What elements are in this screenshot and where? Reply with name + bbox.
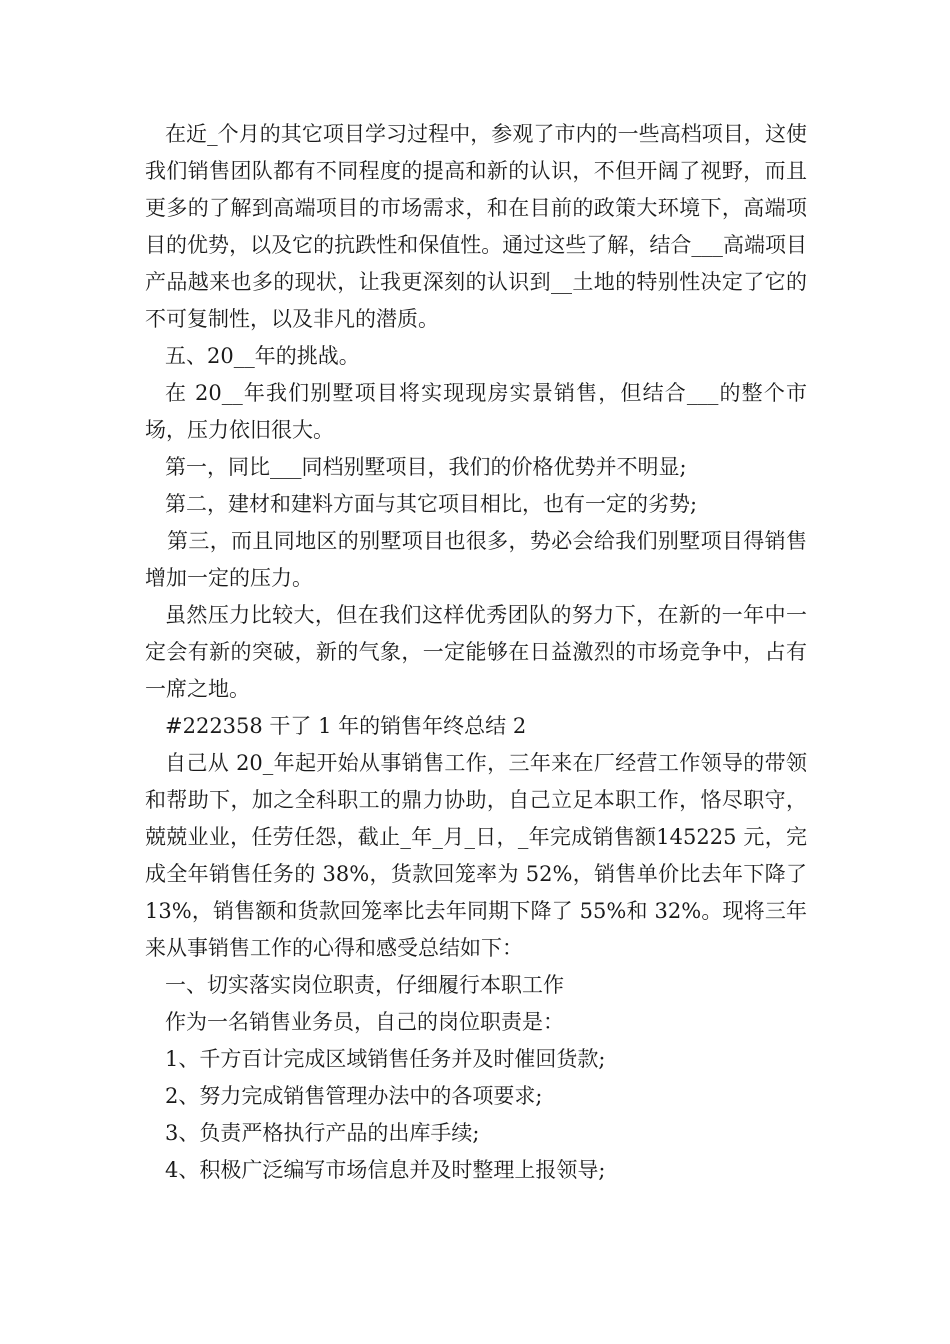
document-body [145, 116, 807, 1189]
paragraph-market-pressure: 在 20__年我们别墅项目将实现现房实景销售，但结合___的整个市场，压力依旧很大。 [145, 381, 807, 442]
list-item-duty-1: 1、千方百计完成区域销售任务并及时催回货款; [165, 1047, 606, 1071]
heading-challenges: 五、20__年的挑战。 [165, 344, 360, 368]
heading-job-duties: 一、切实落实岗位职责，仔细履行本职工作 [165, 973, 564, 997]
paragraph-duties-intro: 作为一名销售业务员，自己的岗位职责是： [165, 1010, 564, 1034]
list-item-duty-3: 3、负责严格执行产品的出库手续; [165, 1121, 480, 1145]
section-title-summary-2: #222358 干了 1 年的销售年终总结 2 [165, 714, 527, 738]
paragraph-point-third: 第三，而且同地区的别墅项目也很多，势必会给我们别墅项目得销售增加一定的压力。 [145, 529, 807, 590]
paragraph-project-study: 在近_个月的其它项目学习过程中，参观了市内的一些高档项目，这使我们销售团队都有不同程度的提高和新的认识，不但开阔了视野，而且更多的了解到高端项目的市场需求，和在目前的政策大环境下，高端项目的优势，以及它的抗跌性和保值性。通过这些了解，结合___高端项目产品越来也多的现状，让我更深刻的认识到__土地的特别性决定了它的不可复制性，以及非凡的潜质。 [145, 122, 807, 331]
list-item-duty-2: 2、努力完成销售管理办法中的各项要求; [165, 1084, 543, 1108]
paragraph-point-second: 第二，建材和建料方面与其它项目相比，也有一定的劣势; [165, 492, 698, 516]
paragraph-outlook: 虽然压力比较大，但在我们这样优秀团队的努力下，在新的一年中一定会有新的突破，新的气象，一定能够在日益激烈的市场竞争中，占有一席之地。 [145, 603, 807, 701]
list-item-duty-4: 4、积极广泛编写市场信息并及时整理上报领导; [165, 1158, 606, 1182]
paragraph-point-first: 第一，同比___同档别墅项目，我们的价格优势并不明显; [165, 455, 687, 479]
paragraph-sales-summary: 自己从 20_年起开始从事销售工作，三年来在厂经营工作领导的带领和帮助下，加之全科职工的鼎力协助，自己立足本职工作，恪尽职守，兢兢业业，任劳任怨，截止_年_月_日，_年完成销售额145225 元，完成全年销售任务的 38%，货款回笼率为 52%，销售单价比去年下降了 13%，销售额和货款回笼率比去年同期下降了 55%和 32%。现将三年来从事销售工作的心得和感受总结如下： [145, 751, 807, 960]
